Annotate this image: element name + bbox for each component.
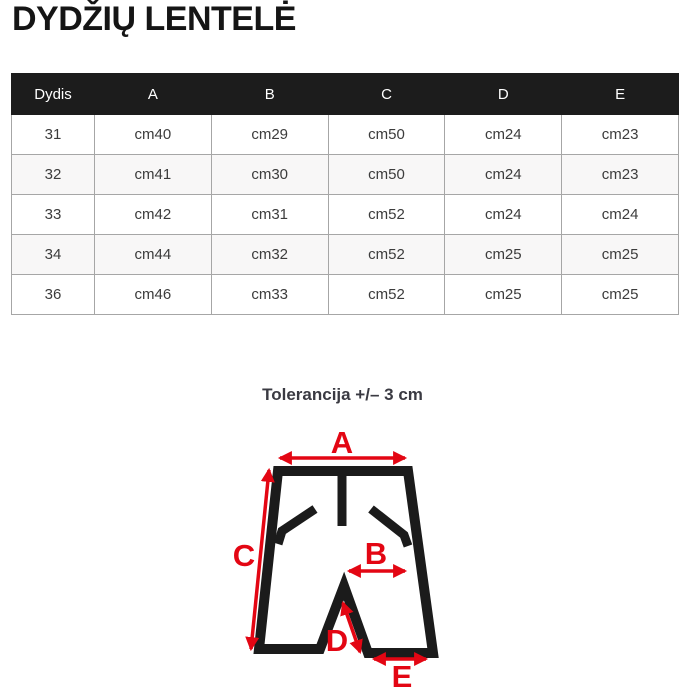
dimension-label-b: B xyxy=(364,536,388,571)
measure-cell: cm24 xyxy=(445,155,562,195)
size-cell: 33 xyxy=(12,195,95,235)
size-table xyxy=(11,73,679,315)
shorts-measurement-diagram xyxy=(220,420,470,694)
measure-cell: cm23 xyxy=(562,115,679,155)
dimension-label-e: E xyxy=(391,659,413,694)
page-title: DYDŽIŲ LENTELĖ xyxy=(12,0,296,38)
table-row xyxy=(12,195,679,235)
measure-cell: cm25 xyxy=(445,275,562,315)
col-header-c: C xyxy=(328,74,445,115)
measure-cell: cm25 xyxy=(562,275,679,315)
measure-cell: cm23 xyxy=(562,155,679,195)
measure-cell: cm24 xyxy=(562,195,679,235)
measure-cell: cm30 xyxy=(211,155,328,195)
measure-cell: cm25 xyxy=(445,235,562,275)
measure-cell: cm41 xyxy=(95,155,212,195)
measure-cell: cm52 xyxy=(328,275,445,315)
measure-cell: cm25 xyxy=(562,235,679,275)
dimension-label-a: A xyxy=(330,425,354,460)
table-row xyxy=(12,115,679,155)
size-cell: 32 xyxy=(12,155,95,195)
measure-cell: cm46 xyxy=(95,275,212,315)
measure-cell: cm32 xyxy=(211,235,328,275)
col-header-d: D xyxy=(445,74,562,115)
measure-cell: cm33 xyxy=(211,275,328,315)
measure-cell: cm50 xyxy=(328,115,445,155)
measure-cell: cm44 xyxy=(95,235,212,275)
size-table-body xyxy=(12,115,679,315)
measure-cell: cm42 xyxy=(95,195,212,235)
size-cell: 36 xyxy=(12,275,95,315)
measure-cell: cm50 xyxy=(328,155,445,195)
col-header-size: Dydis xyxy=(12,74,95,115)
size-cell: 34 xyxy=(12,235,95,275)
col-header-a: A xyxy=(95,74,212,115)
tolerance-note: Tolerancija +/– 3 cm xyxy=(262,385,423,404)
header-row xyxy=(12,74,679,115)
table-row xyxy=(12,275,679,315)
col-header-b: B xyxy=(211,74,328,115)
size-table-header xyxy=(12,74,679,115)
measure-cell: cm52 xyxy=(328,195,445,235)
col-header-e: E xyxy=(562,74,679,115)
measure-cell: cm52 xyxy=(328,235,445,275)
measure-cell: cm40 xyxy=(95,115,212,155)
size-cell: 31 xyxy=(12,115,95,155)
dimension-label-c: C xyxy=(232,538,256,573)
measure-cell: cm24 xyxy=(445,115,562,155)
measure-cell: cm24 xyxy=(445,195,562,235)
measure-cell: cm31 xyxy=(211,195,328,235)
left-pocket-line xyxy=(278,509,315,544)
measure-cell: cm29 xyxy=(211,115,328,155)
dimension-label-d: D xyxy=(325,623,349,658)
table-row xyxy=(12,155,679,195)
table-row xyxy=(12,235,679,275)
